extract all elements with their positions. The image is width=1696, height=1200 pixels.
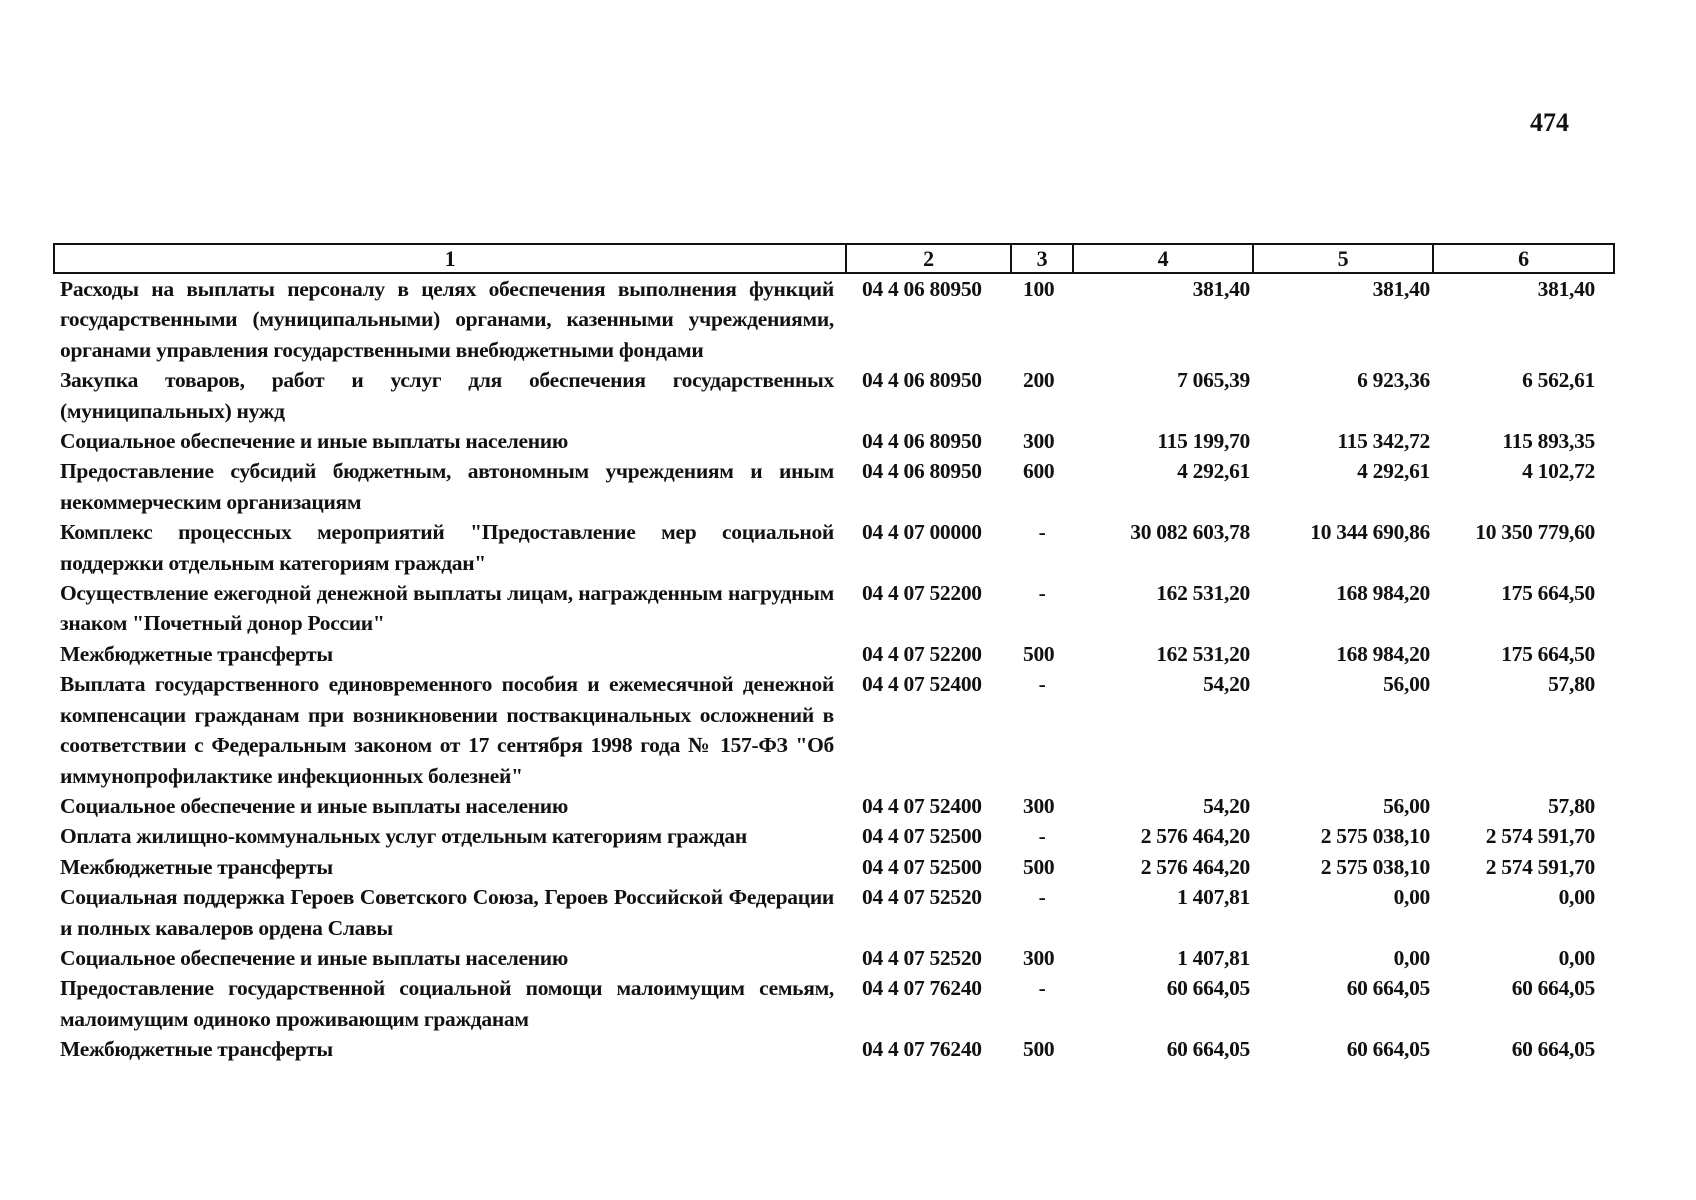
table-row [54, 456, 1614, 517]
amount-col4-cell: 7 065,39 [1177, 368, 1250, 393]
amount-col5-cell: 168 984,20 [1336, 581, 1430, 606]
amount-col6-cell: 4 102,72 [1522, 459, 1595, 484]
amount-col6-cell: 60 664,05 [1511, 1037, 1595, 1062]
table-row [54, 1034, 1614, 1064]
table-row [54, 273, 1614, 365]
target-code-cell: 04 4 07 00000 [862, 520, 982, 545]
amount-col5-cell: 4 292,61 [1357, 459, 1430, 484]
expense-type-cell: - [1038, 581, 1046, 606]
target-code-cell: 04 4 07 52200 [862, 641, 982, 666]
table-row [54, 821, 1614, 851]
expense-type-cell: - [1038, 885, 1046, 910]
expense-name-cell: Межбюджетные трансферты [60, 1037, 333, 1062]
amount-col6-cell: 381,40 [1537, 277, 1595, 301]
amount-col6-cell: 2 574 591,70 [1485, 854, 1595, 879]
amount-col6-cell: 0,00 [1558, 885, 1595, 910]
target-code-cell: 04 4 07 52200 [862, 581, 982, 606]
amount-col5-cell: 56,00 [1383, 793, 1430, 818]
table-row [54, 578, 1614, 639]
target-code-cell: 04 4 06 80950 [862, 277, 982, 301]
page-number: 474 [1530, 108, 1569, 137]
amount-col6-cell: 57,80 [1548, 793, 1595, 818]
target-code-cell: 04 4 07 76240 [862, 976, 982, 1001]
amount-col5-cell: 115 342,72 [1337, 429, 1430, 454]
expense-name-cell: Предоставление государственной социальной помощи малоимущим семьям, малоимущим одиноко проживающим гражданам [60, 976, 834, 1031]
target-code-cell: 04 4 07 52400 [862, 672, 982, 697]
expense-name-cell: Социальное обеспечение и иные выплаты населению [60, 793, 568, 818]
expense-type-cell: 200 [1023, 368, 1055, 393]
amount-col5-cell: 10 344 690,86 [1310, 520, 1430, 545]
target-code-cell: 04 4 07 52500 [862, 824, 982, 849]
amount-col5-cell: 381,40 [1372, 277, 1430, 301]
amount-col4-cell: 2 576 464,20 [1140, 824, 1250, 849]
amount-col4-cell: 162 531,20 [1156, 581, 1250, 606]
table-row [54, 943, 1614, 973]
amount-col4-cell: 30 082 603,78 [1130, 520, 1250, 545]
amount-col4-cell: 60 664,05 [1166, 1037, 1250, 1062]
amount-col6-cell: 2 574 591,70 [1485, 824, 1595, 849]
expense-type-cell: 300 [1023, 945, 1055, 970]
table-body [54, 273, 1614, 1065]
table-row [54, 852, 1614, 882]
table-row [54, 882, 1614, 943]
expense-name-cell: Предоставление субсидий бюджетным, автономным учреждениям и иным некоммерческим организациям [60, 459, 834, 514]
amount-col4-cell: 1 407,81 [1177, 885, 1250, 910]
expense-type-cell: 500 [1023, 854, 1055, 879]
expense-name-cell: Расходы на выплаты персоналу в целях обеспечения выполнения функций государственными (муниципальными) органами, казенными учреждениями, органами управления государственными внебюджетными фондами [60, 277, 834, 362]
expense-name-cell: Межбюджетные трансферты [60, 641, 333, 666]
expense-type-cell: 300 [1023, 429, 1055, 454]
amount-col5-cell: 0,00 [1393, 885, 1430, 910]
target-code-cell: 04 4 07 52500 [862, 854, 982, 879]
amount-col5-cell: 168 984,20 [1336, 641, 1430, 666]
table-row [54, 669, 1614, 791]
column-header: 1 [54, 244, 846, 273]
expense-type-cell: - [1038, 976, 1046, 1001]
expense-type-cell: - [1038, 824, 1046, 849]
amount-col4-cell: 4 292,61 [1177, 459, 1250, 484]
amount-col4-cell: 60 664,05 [1166, 976, 1250, 1001]
amount-col6-cell: 57,80 [1548, 672, 1595, 697]
expense-name-cell: Социальное обеспечение и иные выплаты населению [60, 429, 568, 454]
expense-type-cell: 300 [1023, 793, 1055, 818]
amount-col5-cell: 60 664,05 [1346, 976, 1430, 1001]
amount-col4-cell: 381,40 [1192, 277, 1250, 301]
amount-col6-cell: 6 562,61 [1522, 368, 1595, 393]
table-row [54, 365, 1614, 426]
amount-col6-cell: 115 893,35 [1502, 429, 1595, 454]
expense-type-cell: - [1038, 672, 1046, 697]
amount-col6-cell: 60 664,05 [1511, 976, 1595, 1001]
target-code-cell: 04 4 06 80950 [862, 368, 982, 393]
expense-name-cell: Выплата государственного единовременного пособия и ежемесячной денежной компенсации гражданам при возникновении поствакцинальных осложнений в соответствии с Федеральным законом от 17 сентября 1998 года № 157-ФЗ "Об иммунопрофилактике инфекционных болезней" [60, 672, 834, 788]
target-code-cell: 04 4 07 52520 [862, 945, 982, 970]
amount-col4-cell: 115 199,70 [1157, 429, 1250, 454]
amount-col5-cell: 56,00 [1383, 672, 1430, 697]
amount-col5-cell: 2 575 038,10 [1320, 854, 1430, 879]
amount-col4-cell: 2 576 464,20 [1140, 854, 1250, 879]
expense-name-cell: Закупка товаров, работ и услуг для обеспечения государственных (муниципальных) нужд [60, 368, 834, 423]
amount-col5-cell: 0,00 [1393, 945, 1430, 970]
column-header: 6 [1433, 244, 1614, 273]
amount-col5-cell: 6 923,36 [1357, 368, 1430, 393]
table-row [54, 973, 1614, 1034]
expense-type-cell: 100 [1023, 277, 1055, 301]
expense-name-cell: Осуществление ежегодной денежной выплаты лицам, награжденным нагрудным знаком "Почетный донор России" [60, 581, 834, 636]
amount-col4-cell: 54,20 [1203, 672, 1250, 697]
amount-col6-cell: 0,00 [1558, 945, 1595, 970]
expense-type-cell: - [1038, 520, 1046, 545]
amount-col4-cell: 162 531,20 [1156, 641, 1250, 666]
table-header-row [54, 244, 1614, 273]
expense-name-cell: Социальная поддержка Героев Советского Союза, Героев Российской Федерации и полных кавалеров ордена Славы [60, 885, 834, 940]
amount-col6-cell: 175 664,50 [1501, 581, 1595, 606]
target-code-cell: 04 4 07 52400 [862, 793, 982, 818]
column-header: 2 [846, 244, 1011, 273]
expense-name-cell: Комплекс процессных мероприятий "Предоставление мер социальной поддержки отдельным категориям граждан" [60, 520, 834, 575]
amount-col5-cell: 60 664,05 [1346, 1037, 1430, 1062]
expense-name-cell: Социальное обеспечение и иные выплаты населению [60, 945, 568, 970]
amount-col6-cell: 10 350 779,60 [1475, 520, 1595, 545]
expense-type-cell: 600 [1023, 459, 1055, 484]
table-row [54, 517, 1614, 578]
expense-name-cell: Оплата жилищно-коммунальных услуг отдельным категориям граждан [60, 824, 747, 849]
table-row [54, 791, 1614, 821]
table-row [54, 426, 1614, 456]
target-code-cell: 04 4 06 80950 [862, 459, 982, 484]
column-header: 3 [1011, 244, 1073, 273]
column-header: 5 [1253, 244, 1433, 273]
budget-table [53, 243, 1615, 1065]
amount-col6-cell: 175 664,50 [1501, 641, 1595, 666]
amount-col4-cell: 1 407,81 [1177, 945, 1250, 970]
amount-col5-cell: 2 575 038,10 [1320, 824, 1430, 849]
expense-name-cell: Межбюджетные трансферты [60, 854, 333, 879]
target-code-cell: 04 4 07 52520 [862, 885, 982, 910]
expense-type-cell: 500 [1023, 1037, 1055, 1062]
table-row [54, 639, 1614, 669]
amount-col4-cell: 54,20 [1203, 793, 1250, 818]
target-code-cell: 04 4 06 80950 [862, 429, 982, 454]
column-header: 4 [1073, 244, 1253, 273]
target-code-cell: 04 4 07 76240 [862, 1037, 982, 1062]
expense-type-cell: 500 [1023, 641, 1055, 666]
